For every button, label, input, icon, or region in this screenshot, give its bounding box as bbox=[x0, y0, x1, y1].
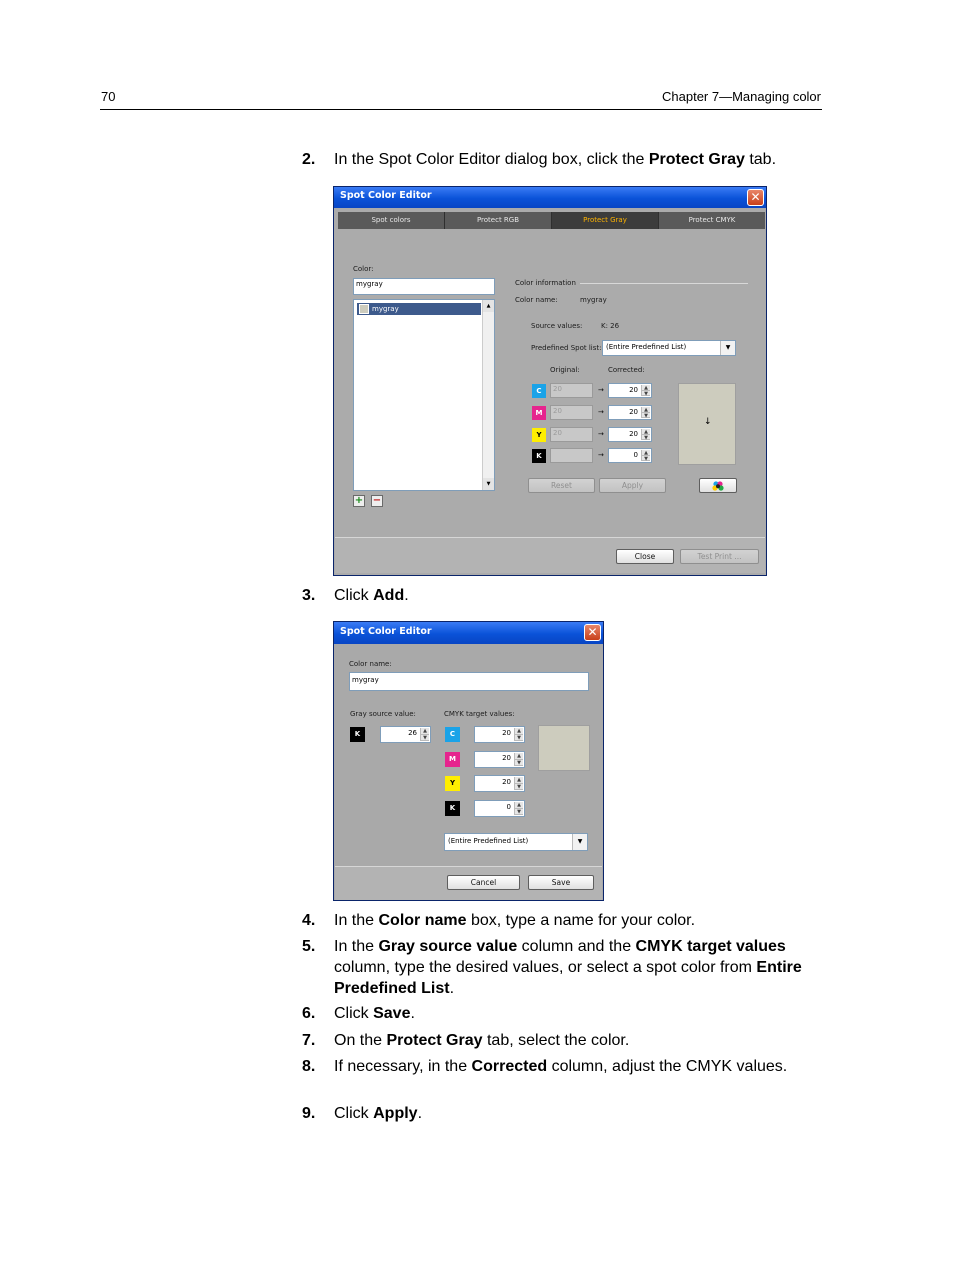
step-5 bbox=[302, 936, 824, 999]
predefined-spot-list-label: Predefined Spot list: bbox=[531, 344, 602, 352]
step-text: Click Apply. bbox=[334, 1105, 423, 1122]
step-2 bbox=[302, 149, 824, 170]
arrow-right-icon: → bbox=[598, 408, 604, 416]
color-name-field[interactable]: mygray bbox=[349, 672, 589, 691]
list-scrollbar[interactable] bbox=[482, 300, 494, 490]
source-values-label: Source values: bbox=[531, 322, 583, 330]
step-number: 3. bbox=[302, 587, 316, 604]
step-3 bbox=[302, 585, 824, 606]
cmyk-magenta-stepper[interactable]: 20 ▲ ▼ bbox=[474, 751, 525, 768]
magenta-chip-icon: M bbox=[445, 752, 460, 767]
black-chip-icon: K bbox=[350, 727, 365, 742]
step-text: In the Color name box, type a name for your color. bbox=[334, 912, 696, 929]
original-cyan-field: 20 bbox=[550, 383, 593, 398]
corrected-column-label: Corrected: bbox=[608, 366, 645, 374]
arrow-right-icon: → bbox=[598, 451, 604, 459]
tab-protect-rgb[interactable]: Protect RGB bbox=[445, 212, 552, 229]
close-icon[interactable]: ✕ bbox=[584, 624, 601, 641]
color-swatch-icon bbox=[359, 304, 369, 314]
scroll-down-icon[interactable]: ▼ bbox=[483, 478, 494, 490]
yellow-chip-icon: Y bbox=[532, 428, 546, 442]
chevron-down-icon[interactable]: ▼ bbox=[572, 834, 587, 850]
step-text: In the Gray source value column and the CMYK target values column, type the desired values, or select a spot color from Entire Predefined List. bbox=[334, 938, 802, 997]
yellow-chip-icon: Y bbox=[445, 776, 460, 791]
reset-button[interactable]: Reset bbox=[528, 478, 595, 493]
step-text: Click Add. bbox=[334, 587, 409, 604]
step-number: 5. bbox=[302, 938, 316, 955]
select-value: (Entire Predefined List) bbox=[448, 837, 529, 845]
tab-protect-cmyk[interactable]: Protect CMYK bbox=[659, 212, 765, 229]
step-text: On the Protect Gray tab, select the color. bbox=[334, 1032, 630, 1049]
color-filter-input[interactable]: mygray bbox=[353, 278, 495, 295]
source-values-value: K: 26 bbox=[601, 322, 620, 330]
cmyk-black-stepper[interactable]: 0 ▲ ▼ bbox=[474, 800, 525, 817]
color-preview-swatch bbox=[538, 725, 590, 771]
step-6 bbox=[302, 1003, 824, 1024]
original-magenta-field: 20 bbox=[550, 405, 593, 420]
step-7 bbox=[302, 1030, 824, 1051]
remove-color-button[interactable]: − bbox=[372, 495, 382, 506]
cmyk-cyan-stepper[interactable]: 20 ▲ ▼ bbox=[474, 726, 525, 743]
predefined-list-select[interactable] bbox=[444, 833, 588, 851]
original-black-field bbox=[550, 448, 593, 463]
step-text: In the Spot Color Editor dialog box, click the Protect Gray tab. bbox=[334, 151, 777, 168]
step-8 bbox=[302, 1056, 824, 1077]
color-name-label: Color name: bbox=[349, 660, 392, 668]
list-item-label: mygray bbox=[372, 305, 399, 313]
scroll-up-icon[interactable]: ▲ bbox=[483, 300, 494, 312]
color-name-value: mygray bbox=[580, 296, 607, 304]
save-button[interactable]: Save bbox=[528, 875, 594, 890]
cyan-chip-icon: C bbox=[532, 384, 546, 398]
spot-color-editor-dialog-add bbox=[333, 621, 604, 901]
corrected-cyan-stepper[interactable]: 20 ▲ ▼ bbox=[608, 383, 652, 398]
corrected-yellow-stepper[interactable]: 20 ▲ ▼ bbox=[608, 427, 652, 442]
close-icon[interactable]: ✕ bbox=[747, 189, 764, 206]
corrected-magenta-stepper[interactable]: 20 ▲ ▼ bbox=[608, 405, 652, 420]
page-number: 70 bbox=[101, 89, 116, 104]
step-number: 9. bbox=[302, 1105, 316, 1122]
step-text: If necessary, in the Corrected column, adjust the CMYK values. bbox=[334, 1058, 788, 1075]
test-print-button[interactable]: Test Print ... bbox=[680, 549, 759, 564]
color-wheel-icon bbox=[711, 480, 725, 491]
corrected-black-stepper[interactable]: 0 ▲ ▼ bbox=[608, 448, 652, 463]
step-4 bbox=[302, 910, 824, 931]
chevron-down-icon[interactable]: ▼ bbox=[720, 341, 735, 355]
cyan-chip-icon: C bbox=[445, 727, 460, 742]
magenta-chip-icon: M bbox=[532, 406, 546, 420]
predefined-spot-list-select[interactable] bbox=[602, 340, 736, 356]
color-name-label: Color name: bbox=[515, 296, 558, 304]
color-preview-swatch bbox=[678, 383, 736, 465]
close-button[interactable]: Close bbox=[616, 549, 674, 564]
spot-color-editor-dialog-protect-gray bbox=[333, 186, 767, 576]
color-picker-button[interactable] bbox=[699, 478, 737, 493]
original-yellow-field: 20 bbox=[550, 427, 593, 442]
color-label: Color: bbox=[353, 265, 374, 273]
dialog-title: Spot Color Editor bbox=[340, 190, 432, 201]
color-list[interactable] bbox=[353, 299, 495, 491]
step-number: 8. bbox=[302, 1058, 316, 1075]
cmyk-target-values-label: CMYK target values: bbox=[444, 710, 515, 718]
title-bar bbox=[334, 622, 603, 644]
apply-button[interactable]: Apply bbox=[599, 478, 666, 493]
tab-protect-gray[interactable]: Protect Gray bbox=[552, 212, 659, 229]
black-chip-icon: K bbox=[445, 801, 460, 816]
step-number: 7. bbox=[302, 1032, 316, 1049]
step-number: 6. bbox=[302, 1005, 316, 1022]
arrow-down-icon: ↓ bbox=[704, 417, 712, 427]
page-header bbox=[100, 88, 822, 110]
dialog-title: Spot Color Editor bbox=[340, 626, 432, 637]
black-chip-icon: K bbox=[532, 449, 546, 463]
list-item-selected[interactable] bbox=[357, 303, 481, 315]
add-color-button[interactable]: + bbox=[354, 495, 364, 506]
arrow-right-icon: → bbox=[598, 386, 604, 394]
step-number: 2. bbox=[302, 151, 316, 168]
select-value: (Entire Predefined List) bbox=[606, 343, 687, 351]
dialog-footer bbox=[335, 537, 765, 573]
chapter-title: Chapter 7—Managing color bbox=[662, 89, 821, 104]
arrow-right-icon: → bbox=[598, 430, 604, 438]
cancel-button[interactable]: Cancel bbox=[447, 875, 520, 890]
title-bar bbox=[334, 187, 766, 208]
step-text: Click Save. bbox=[334, 1005, 415, 1022]
step-9 bbox=[302, 1103, 824, 1124]
tab-bar bbox=[338, 212, 765, 229]
gray-source-value-label: Gray source value: bbox=[350, 710, 416, 718]
tab-spot-colors[interactable]: Spot colors bbox=[338, 212, 445, 229]
cmyk-yellow-stepper[interactable]: 20 ▲ ▼ bbox=[474, 775, 525, 792]
gray-source-stepper[interactable]: 26 ▲ ▼ bbox=[380, 726, 431, 743]
step-number: 4. bbox=[302, 912, 316, 929]
dialog-footer bbox=[335, 866, 602, 901]
color-information-heading: Color information bbox=[515, 279, 576, 287]
original-column-label: Original: bbox=[550, 366, 580, 374]
section-divider bbox=[580, 283, 748, 284]
